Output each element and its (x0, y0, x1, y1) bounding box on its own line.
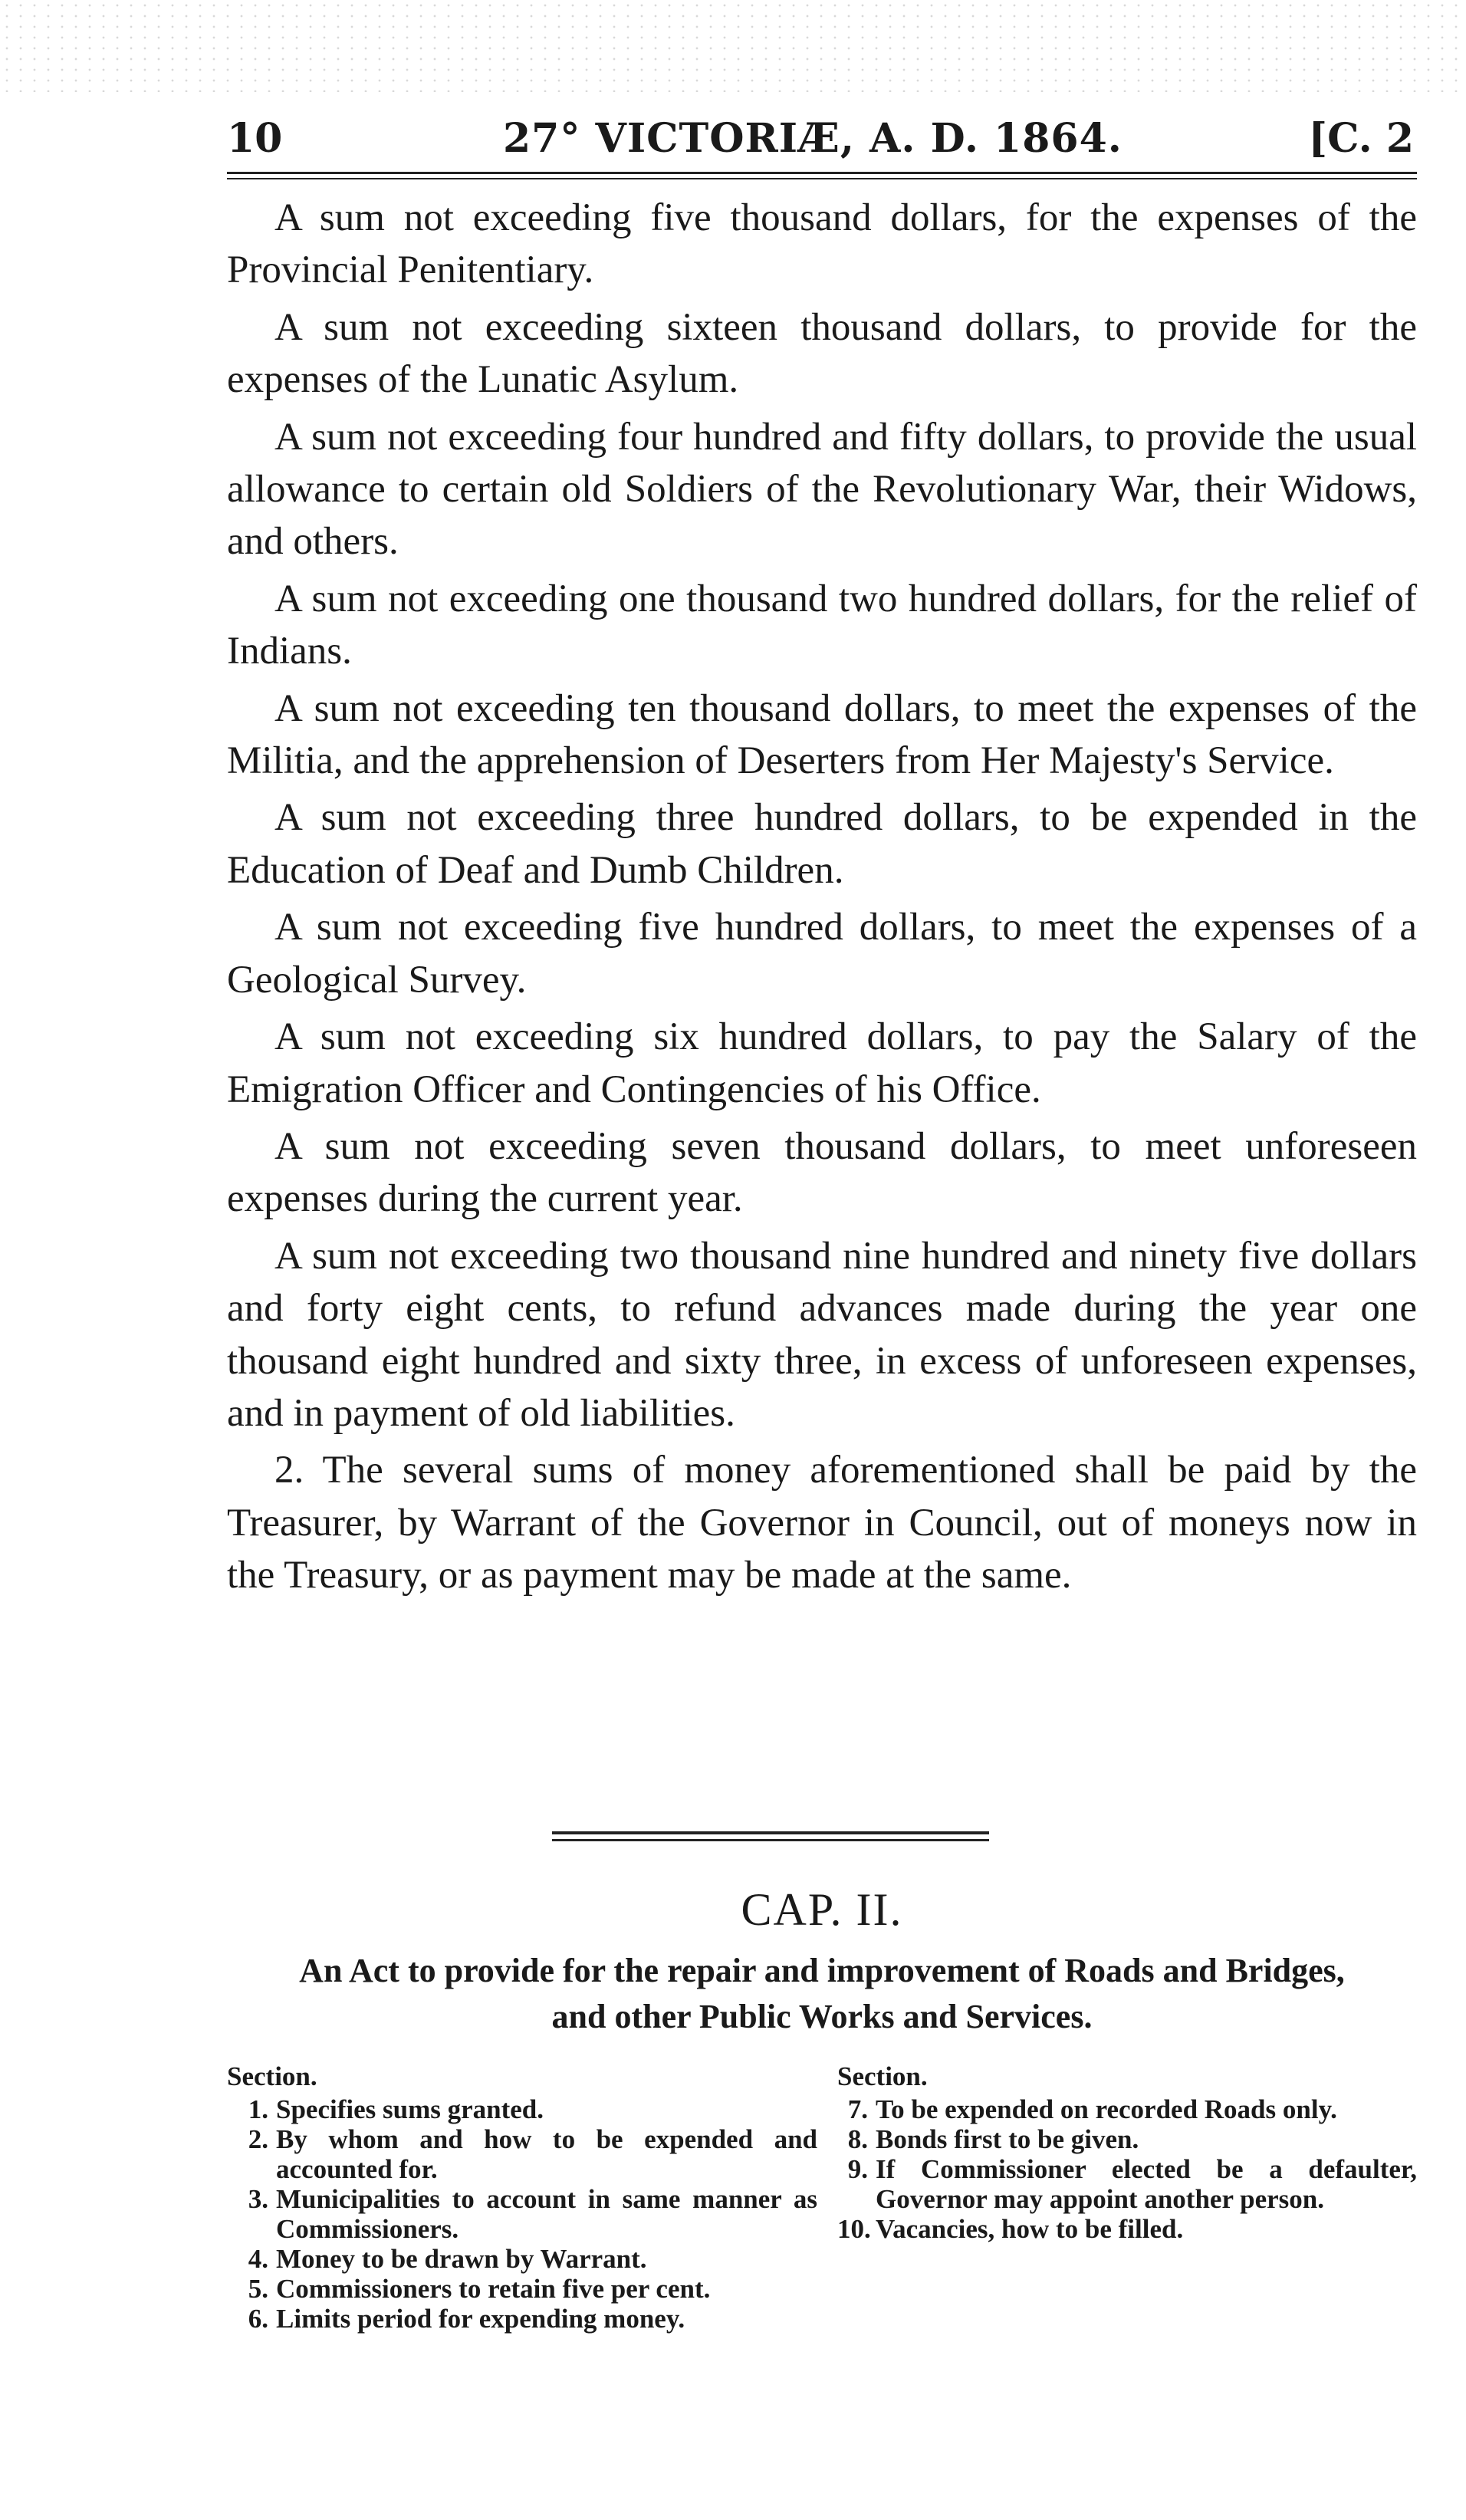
paragraph-indians: A sum not exceeding one thousand two hundred dollars, for the relief of Indians. (227, 577, 1417, 673)
section-item: 1. Specifies sums granted. (248, 2094, 544, 2124)
act-title-line-2: and other Public Works and Services. (551, 1998, 1093, 2035)
chapter-rule-top (552, 1831, 989, 1834)
body-text (227, 192, 1417, 1607)
paragraph-old-soldiers: A sum not exceeding four hundred and fifty dollars, to provide the usual allowance to certain old Soldiers of the Revolutionary War, their Widows, and others. (227, 415, 1417, 564)
page-header (227, 107, 1414, 176)
paragraph-unforeseen-expenses: A sum not exceeding seven thousand dollars, to meet unforeseen expenses during the current year. (227, 1124, 1417, 1221)
section-item: 9. If Commissioner elected be a defaulter, Governor may appoint another person. (847, 2154, 1417, 2214)
chapter-reference: [C. 2 (1308, 115, 1414, 162)
paragraph-penitentiary: A sum not exceeding five thousand dollars, for the expenses of the Provincial Penitentiary. (227, 196, 1417, 292)
section-heading-right: Section. (837, 2061, 928, 2091)
act-title-line-1: An Act to provide for the repair and improvement of Roads and Bridges, (299, 1952, 1345, 1989)
act-title (227, 1948, 1417, 2040)
section-item: 2. By whom and how to be expended and accounted for. (248, 2124, 817, 2184)
section-item: 5. Commissioners to retain five per cent. (248, 2274, 711, 2304)
paragraph-refund-advances: A sum not exceeding two thousand nine hundred and ninety five dollars and forty eight cents, to refund advances made during the year one thousand eight hundred and sixty three, in excess of unforeseen expenses, and in payment of old liabilities. (227, 1234, 1417, 1435)
header-rule-bottom (227, 178, 1417, 179)
chapter-title: CAP. II. (741, 1884, 903, 1935)
paragraph-militia: A sum not exceeding ten thousand dollars, to meet the expenses of the Militia, and the apprehension of Deserters from Her Majesty's Service. (227, 686, 1417, 783)
running-title: 27° VICTORIÆ, A. D. 1864. (503, 115, 1123, 162)
section-column-left (227, 2061, 817, 2334)
section-column-right (837, 2061, 1417, 2244)
section-heading-left: Section. (227, 2061, 317, 2091)
section-item: 7. To be expended on recorded Roads only. (847, 2094, 1337, 2124)
paragraph-lunatic-asylum: A sum not exceeding sixteen thousand dollars, to provide for the expenses of the Lunatic Asylum. (227, 305, 1417, 402)
paragraph-geological-survey: A sum not exceeding five hundred dollars, to meet the expenses of a Geological Survey. (227, 906, 1417, 1002)
section-item: 3. Municipalities to account in same manner as Commissioners. (248, 2184, 817, 2244)
paragraph-emigration-officer: A sum not exceeding six hundred dollars, to pay the Salary of the Emigration Officer and Contingencies of his Office. (227, 1015, 1417, 1111)
header-rule-top (227, 172, 1417, 174)
page-number: 10 (227, 115, 283, 162)
paragraph-deaf-dumb: A sum not exceeding three hundred dollars, to be expended in the Education of Deaf and Dumb Children. (227, 796, 1417, 892)
section-item: 6. Limits period for expending money. (248, 2304, 685, 2334)
paragraph-section-2: 2. The several sums of money aforementioned shall be paid by the Treasurer, by Warrant of the Governor in Council, out of moneys now in the Treasury, or as payment may be made at the same. (227, 1449, 1417, 1597)
section-item: 10. Vacancies, how to be filled. (837, 2214, 1184, 2244)
section-item: 8. Bonds first to be given. (847, 2124, 1139, 2154)
section-item: 4. Money to be drawn by Warrant. (248, 2244, 647, 2274)
chapter-rule-bottom (552, 1839, 989, 1841)
scan-noise-band (0, 0, 1466, 92)
